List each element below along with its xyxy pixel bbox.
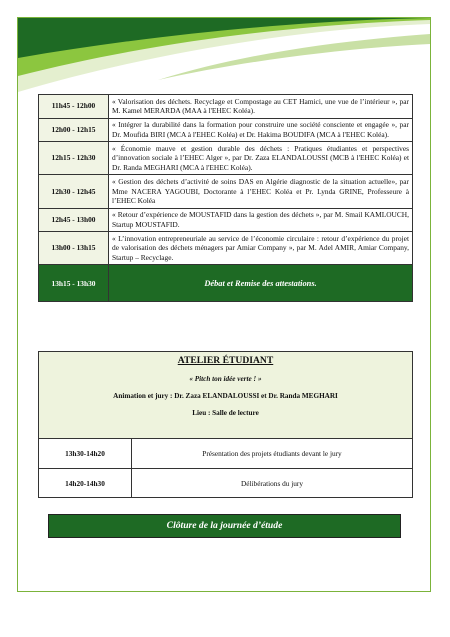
schedule-time: 12h15 - 12h30 xyxy=(39,142,109,175)
schedule-row xyxy=(39,118,413,142)
schedule-row xyxy=(39,95,413,119)
schedule-time: 12h45 - 13h00 xyxy=(39,208,109,232)
schedule-time: 13h15 - 13h30 xyxy=(39,265,109,302)
atelier-location: Lieu : Salle de lecture xyxy=(192,409,259,417)
debate-label: Débat et Remise des attestations. xyxy=(109,265,413,302)
atelier-activity: Présentation des projets étudiants devant le jury xyxy=(202,449,342,458)
atelier-time: 14h20-14h30 xyxy=(39,469,132,498)
atelier-subtitle: « Pitch ton idée verte ! » xyxy=(189,375,262,383)
schedule-talk: « Retour d’expérience de MOUSTAFID dans la gestion des déchets », par M. Smail KAMLOUCH, Startup MOUSTAFID. xyxy=(109,208,413,232)
schedule-row xyxy=(39,142,413,175)
schedule-row-debate xyxy=(39,265,413,302)
atelier-header xyxy=(39,352,412,439)
atelier-title: ATELIER ÉTUDIANT xyxy=(177,355,274,366)
schedule-talk: « L’innovation entrepreneuriale au service de l’économie circulaire : retour d’expérience du projet de valorisation des déchets ménagers par Amiar Company », par M. Adel AMIR, Amiar Company, Startup – Recyclage. xyxy=(109,232,413,265)
closing-banner: Clôture de la journée d’étude xyxy=(48,514,401,538)
schedule-talk: « Économie mauve et gestion durable des déchets : Pratiques étudiantes et perspectives d’innovation sociale à l’EHEC Alger », par Dr. Zaza ELANDALOUSSI (MCB à l'EHEC Koléa) et Dr. Randa MEGHARI (MCA à l'EHEC Koléa). xyxy=(109,142,413,175)
green-wave-banner xyxy=(18,18,430,98)
schedule-table xyxy=(38,94,413,302)
schedule-talk: « Gestion des déchets d’activité de soins DAS en Algérie diagnostic de la situation actuelle», par Mme NACERA YAGOUBI, Doctorante à l’EHEC Koléa et Pr. Lynda GRINE, Professeure à l’EHEC Koléa xyxy=(109,175,413,208)
atelier-row xyxy=(39,468,412,498)
schedule-row xyxy=(39,208,413,232)
schedule-time: 12h00 - 12h15 xyxy=(39,118,109,142)
atelier-row xyxy=(39,439,412,468)
schedule-time: 12h30 - 12h45 xyxy=(39,175,109,208)
schedule-row xyxy=(39,232,413,265)
schedule-talk: « Valorisation des déchets. Recyclage et Compostage au CET Hamici, une vue de l’intérieur », par M. Kamel MERARDA (MAA à l'EHEC Koléa). xyxy=(109,95,413,119)
atelier-activity: Délibérations du jury xyxy=(240,479,303,488)
schedule-time: 13h00 - 13h15 xyxy=(39,232,109,265)
atelier-etudiant-box xyxy=(38,351,413,498)
atelier-animation: Animation et jury : Dr. Zaza ELANDALOUSSI et Dr. Randa MEGHARI xyxy=(113,392,338,400)
schedule-talk: « Intégrer la durabilité dans la formation pour construire une société consciente et engagée », par Dr. Moufida BIRI (MCA à l'EHEC Koléa) et Dr. Hakima BOUDIFA (MCA à l'EHEC Koléa). xyxy=(109,118,413,142)
schedule-row xyxy=(39,175,413,208)
atelier-time: 13h30-14h20 xyxy=(39,439,132,468)
schedule-time: 11h45 - 12h00 xyxy=(39,95,109,119)
